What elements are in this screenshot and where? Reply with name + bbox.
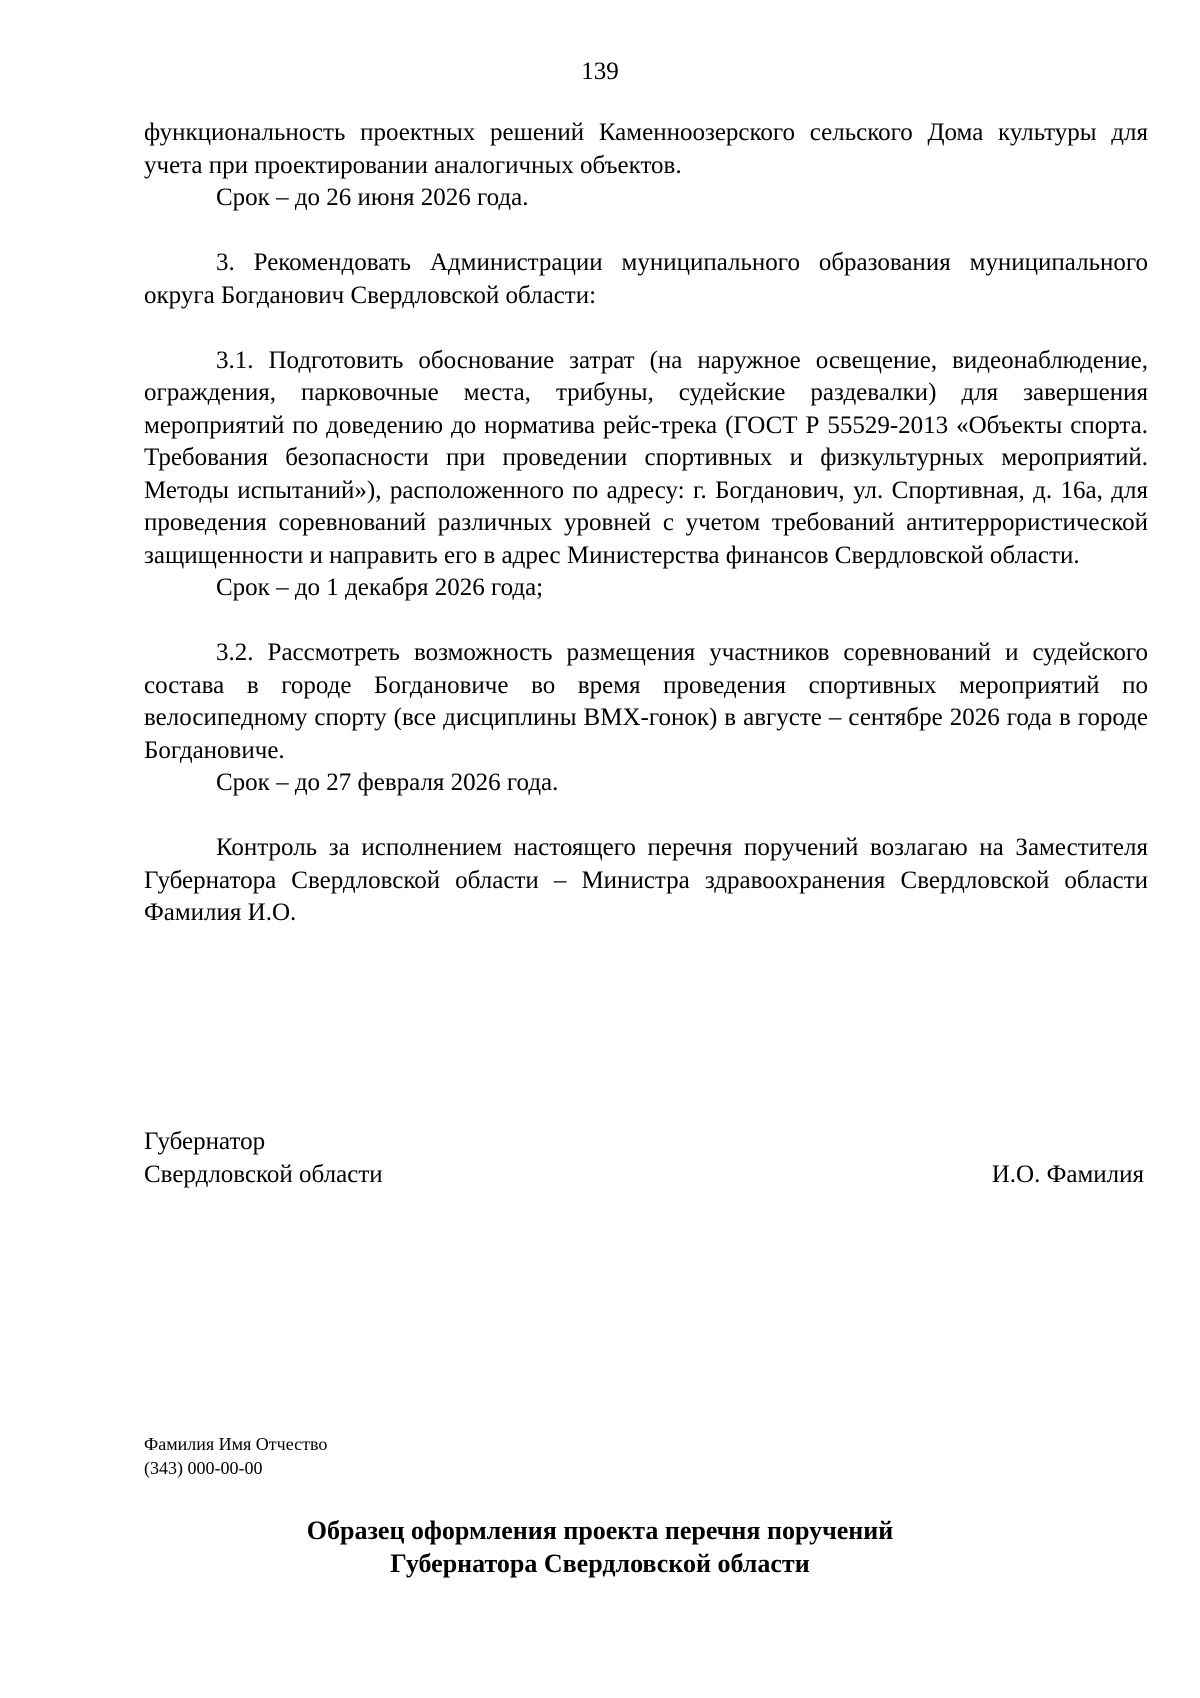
paragraph-item-3-1: 3.1. Подготовить обоснование затрат (на наружное освещение, видеонаблюдение, ограждения, парковочные места, трибуны, судейские раздевалки) для завершения мероприятий по доведению до норматива рейс-трека (ГОСТ Р 55529-2013 «Объекты спорта. Требования безопасности при проведении спортивных и физкультурных мероприятий. Методы испытаний»), расположенного по адресу: г. Богданович, ул. Спортивная, д. 16а, для проведения соревнований различных уровней с учетом требований антитеррористической защищенности и направить его в адрес Министерства финансов Свердловской области. [144, 346, 1148, 569]
document-body [144, 117, 1148, 930]
paragraph-continuation: функциональность проектных решений Каменноозерского сельского Дома культуры для учета при проектировании аналогичных объектов. [144, 119, 1148, 179]
signature-block [144, 1126, 1144, 1191]
executor-block [144, 1432, 327, 1480]
sample-caption [0, 1514, 1200, 1580]
sample-caption-line1: Образец оформления проекта перечня поручений [306, 1516, 894, 1545]
deadline-line: Срок – до 26 июня 2026 года. [216, 184, 529, 211]
signatory-title-line2: Свердловской области [144, 1160, 383, 1188]
executor-phone: (343) 000-00-00 [144, 1458, 263, 1478]
control-paragraph: Контроль за исполнением настоящего перечня поручений возлагаю на Заместителя Губернатора Свердловской области – Министра здравоохранения Свердловской области Фамилия И.О. [144, 834, 1148, 926]
deadline-line: Срок – до 1 декабря 2026 года; [216, 574, 544, 601]
executor-name: Фамилия Имя Отчество [144, 1434, 328, 1454]
paragraph-item-3-2: 3.2. Рассмотреть возможность размещения участников соревнований и судейского состава в городе Богдановиче во время проведения спортивных мероприятий по велосипедному спорту (все дисциплины BMX-гонок) в августе – сентябре 2026 года в городе Богдановиче. [144, 639, 1148, 764]
signature-row [144, 1159, 1144, 1192]
signatory-title-line1: Губернатор [144, 1128, 266, 1155]
sample-caption-line2: Губернатора Свердловской области [390, 1549, 810, 1578]
page-number: 139 [581, 58, 619, 85]
deadline-line: Срок – до 27 февраля 2026 года. [216, 769, 559, 796]
paragraph-item-3: 3. Рекомендовать Администрации муниципального образования муниципального округа Богданович Свердловской области: [144, 249, 1148, 309]
signatory-name: И.О. Фамилия [991, 1160, 1144, 1188]
